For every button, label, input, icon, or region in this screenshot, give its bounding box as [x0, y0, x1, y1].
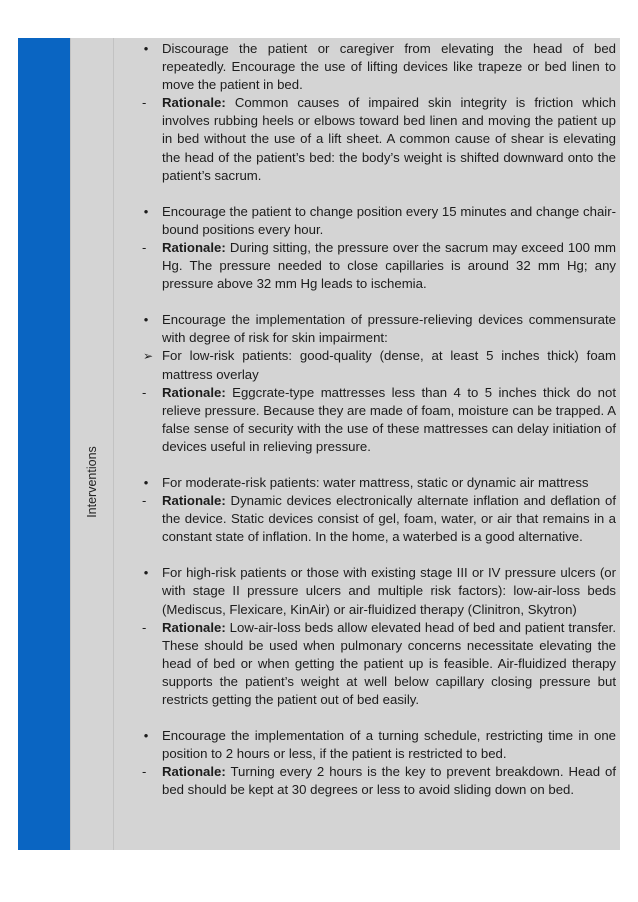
rationale-item [136, 619, 616, 709]
sub-item [136, 347, 616, 383]
interventions-content [114, 38, 620, 850]
bullet-text: For high-risk patients or those with existing stage III or IV pressure ulcers (or with stage II pressure ulcers and multiple risk factors): low-air-loss beds (Mediscus, Flexicare, KinAir) or air-fluidized therapy (Clinitron, Skytron) [162, 565, 616, 617]
bullet-item [136, 474, 616, 492]
rationale-text: Low-air-loss beds allow elevated head of bed and patient transfer. These should be used when pulmonary concerns necessitate elevating the head of bed or when getting the patient up is feasible. Air-fluidized therapy supports the patient’s weight at well below capillary closing pressure but restricts getting the patient out of bed easily. [162, 619, 616, 707]
rationale-item [136, 94, 616, 184]
bullet-text: For moderate-risk patients: water mattress, static or dynamic air mattress [162, 474, 589, 490]
bullet-dot-icon: • [143, 312, 149, 328]
bullet-text: Encourage the implementation of a turning schedule, restricting time in one position to 2 hours or less, if the patient is restricted to bed. [162, 728, 616, 762]
rationale-label: Rationale: [162, 493, 226, 509]
bullet-item [136, 727, 616, 763]
dash-icon: - [142, 619, 147, 635]
dash-icon: - [142, 384, 147, 400]
rationale-item [136, 492, 616, 546]
dash-icon: - [142, 95, 147, 111]
rationale-label: Rationale: [162, 95, 226, 111]
rationale-label: Rationale: [162, 764, 226, 780]
bullet-item [136, 40, 616, 94]
dash-icon: - [142, 764, 147, 780]
rationale-item [136, 384, 616, 456]
rationale-text: During sitting, the pressure over the sacrum may exceed 100 mm Hg. The pressure needed to close capillaries is around 32 mm Hg; any pressure above 32 mm Hg leads to ischemia. [162, 239, 616, 292]
bullet-item [136, 203, 616, 239]
arrow-bullet-icon: ➢ [142, 349, 154, 364]
rationale-text: Eggcrate-type mattresses less than 4 to 5 inches thick do not relieve pressure. Because they are made of foam, moisture can be trapped. A false sense of security with the use of these mattresses can delay initiation of devices useful in relieving pressure. [162, 384, 616, 454]
rationale-item [136, 239, 616, 293]
rationale-item [136, 763, 616, 799]
dash-icon: - [142, 493, 147, 509]
rationale-label: Rationale: [162, 619, 226, 635]
rationale-text: Turning every 2 hours is the key to prevent breakdown. Head of bed should be kept at 30 degrees or less to avoid sliding down on bed. [162, 764, 616, 798]
label-column [70, 38, 114, 850]
rationale-label: Rationale: [162, 384, 226, 400]
bullet-item [136, 564, 616, 618]
sub-item-text: For low-risk patients: good-quality (dense, at least 5 inches thick) foam mattress overlay [162, 348, 616, 382]
bullet-item [136, 311, 616, 347]
bullet-dot-icon: • [143, 203, 149, 219]
bullet-dot-icon: • [143, 41, 149, 56]
bullet-text: Discourage the patient or caregiver from elevating the head of bed repeatedly. Encourage the use of lifting devices like trapeze or bed linen to move the patient in bed. [162, 41, 616, 93]
dash-icon: - [142, 239, 147, 255]
bullet-dot-icon: • [143, 565, 149, 581]
bullet-text: Encourage the patient to change position every 15 minutes and change chair-bound positions every hour. [162, 203, 616, 237]
bullet-dot-icon: • [143, 728, 149, 744]
blue-side-bar [18, 38, 70, 850]
interventions-label: Interventions [85, 446, 99, 518]
bullet-text: Encourage the implementation of pressure-relieving devices commensurate with degree of risk for skin impairment: [162, 312, 616, 346]
rationale-text: Dynamic devices electronically alternate inflation and deflation of the device. Static devices consist of gel, foam, water, or air that remains in a constant state of inflation. In the home, a waterbed is a good alternative. [162, 493, 616, 545]
rationale-text: Common causes of impaired skin integrity is friction which involves rubbing heels or elbows toward bed linen and moving the patient up in bed without the use of a lift sheet. A common cause of shear is elevating the head of the patient’s bed: the body’s weight is shifted downward onto the patient’s sacrum. [162, 95, 616, 183]
bullet-dot-icon: • [143, 474, 149, 490]
rationale-label: Rationale: [162, 239, 226, 255]
